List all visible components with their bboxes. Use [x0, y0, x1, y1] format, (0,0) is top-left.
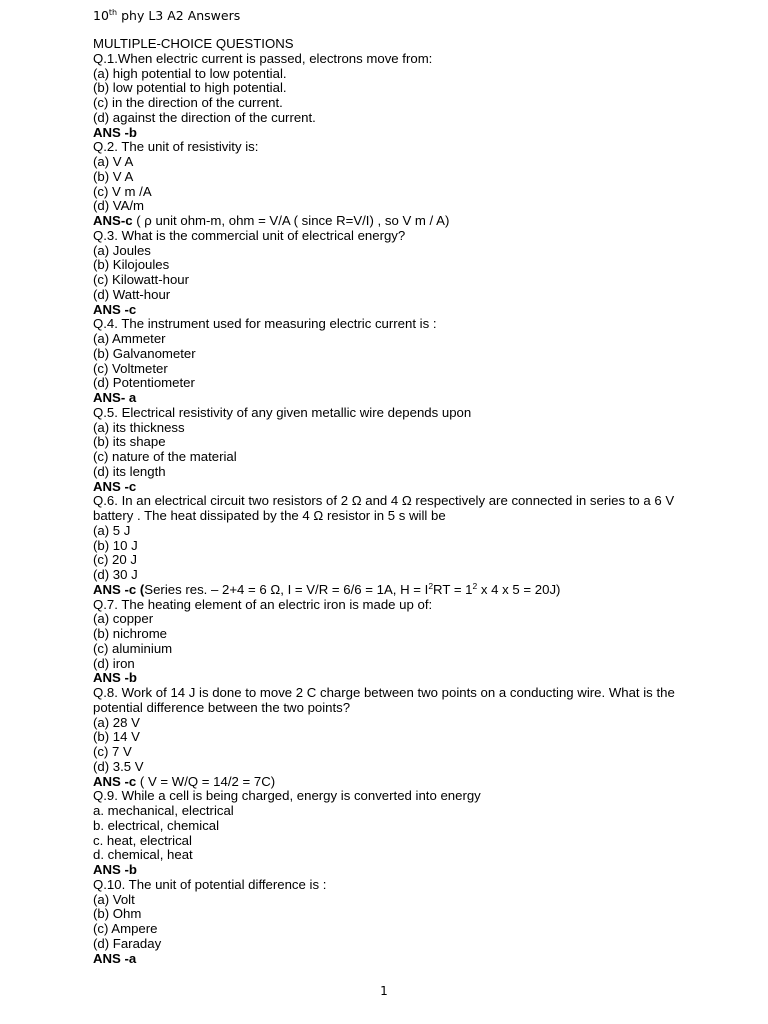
- option-c: (c) Voltmeter: [93, 360, 168, 376]
- page-number: 1: [380, 984, 388, 998]
- question-block: [93, 140, 683, 229]
- question-block: [93, 406, 683, 495]
- answer-line: [93, 214, 683, 229]
- option-a: a. mechanical, electrical: [93, 803, 234, 818]
- answer-note-superscript: 2: [428, 580, 434, 591]
- option-d: (d) Faraday: [93, 935, 162, 951]
- option-d: (d) VA/m: [93, 198, 145, 214]
- answer-note: RT = 1: [433, 581, 473, 597]
- answer-note: ( ρ unit ohm-m, ohm = V/A ( since R=V/I) , so V m / A): [132, 213, 450, 228]
- option-b: (b) Kilojoules: [93, 257, 170, 273]
- answer-line: [93, 671, 683, 686]
- answer-note-superscript: 2: [472, 580, 478, 591]
- option-c: (c) Kilowatt-hour: [93, 272, 190, 287]
- answer-label: ANS-c: [93, 213, 133, 228]
- answer-label: ANS -c: [93, 478, 137, 494]
- option-d: (d) its length: [93, 463, 166, 479]
- option-b: (b) low potential to high potential.: [93, 80, 287, 96]
- question-block: [93, 878, 683, 967]
- question-block: [93, 52, 683, 141]
- option-a: (a) V A: [93, 154, 134, 169]
- question-text: Q.4. The instrument used for measuring electric current is :: [93, 316, 437, 332]
- option-b: (b) 14 V: [93, 729, 140, 745]
- question-text: Q.2. The unit of resistivity is:: [93, 139, 259, 155]
- option-c: (c) V m /A: [93, 183, 152, 199]
- question-block: [93, 598, 683, 687]
- question-text: Q.9. While a cell is being charged, energy is converted into energy: [93, 788, 481, 804]
- option-d: (d) 30 J: [93, 567, 138, 582]
- option-c: c. heat, electrical: [93, 832, 192, 848]
- option-b: (b) its shape: [93, 434, 166, 450]
- question-block: [93, 686, 683, 789]
- option-a: (a) Ammeter: [93, 331, 166, 346]
- option-b: (b) Galvanometer: [93, 345, 196, 361]
- option-c: (c) 7 V: [93, 744, 132, 759]
- option-b: (b) V A: [93, 168, 134, 184]
- question-text: Q.7. The heating element of an electric iron is made up of:: [93, 596, 433, 612]
- question-text: Q.10. The unit of potential difference is :: [93, 876, 327, 892]
- section-title: MULTIPLE-CHOICE QUESTIONS: [93, 36, 294, 51]
- answer-label: ANS -c: [93, 773, 137, 789]
- option-c: (c) nature of the material: [93, 449, 237, 464]
- answer-label: ANS -b: [93, 670, 137, 686]
- question-text: Q.6. In an electrical circuit two resistors of 2 Ω and 4 Ω respectively are connected in series to a 6 V battery . The heat dissipated by the 4 Ω resistor in 5 s will be: [93, 493, 675, 523]
- question-block: [93, 789, 683, 878]
- option-a: (a) 5 J: [93, 522, 131, 538]
- option-a: (a) Volt: [93, 891, 135, 907]
- option-b: (b) Ohm: [93, 906, 142, 922]
- option-d: (d) Watt-hour: [93, 286, 171, 302]
- question-text: Q.5. Electrical resistivity of any given metallic wire depends upon: [93, 404, 472, 420]
- option-c: (c) 20 J: [93, 552, 137, 568]
- answer-line: [93, 863, 683, 878]
- answer-note: ( V = W/Q = 14/2 = 7C): [136, 773, 276, 789]
- option-c: (c) aluminium: [93, 640, 173, 656]
- question-text: Q.3. What is the commercial unit of electrical energy?: [93, 227, 406, 243]
- option-b: (b) 10 J: [93, 537, 138, 553]
- option-a: (a) its thickness: [93, 419, 185, 435]
- answer-line: [93, 580, 683, 598]
- answer-label: ANS- a: [93, 390, 137, 405]
- answer-line: [93, 952, 683, 967]
- answer-label: ANS -b: [93, 862, 137, 877]
- option-d: (d) 3.5 V: [93, 758, 144, 774]
- option-a: (a) high potential to low potential.: [93, 65, 287, 81]
- option-d: d. chemical, heat: [93, 847, 193, 863]
- option-a: (a) copper: [93, 611, 154, 627]
- answer-label: ANS -a: [93, 950, 137, 966]
- document-body: [93, 37, 683, 966]
- answer-line: [93, 391, 683, 406]
- option-d: (d) against the direction of the current.: [93, 109, 316, 125]
- answer-note: x 4 x 5 = 20J): [477, 581, 561, 597]
- option-d: (d) Potentiometer: [93, 375, 195, 391]
- option-c: (c) in the direction of the current.: [93, 95, 283, 110]
- document-header: [93, 8, 240, 24]
- option-a: (a) 28 V: [93, 714, 140, 730]
- answer-label: ANS -c: [93, 301, 137, 317]
- question-text: Q.1.When electric current is passed, electrons move from:: [93, 50, 433, 66]
- header-grade: 10: [93, 8, 109, 23]
- question-text: Q.8. Work of 14 J is done to move 2 C charge between two points on a conducting wire. What is the potential difference between the two points?: [93, 685, 675, 715]
- answer-line: [93, 303, 683, 318]
- answer-line: [93, 775, 683, 790]
- option-a: (a) Joules: [93, 242, 151, 258]
- answer-line: [93, 480, 683, 495]
- answer-note-open: (: [136, 581, 145, 597]
- answer-label: ANS -b: [93, 124, 137, 140]
- option-c: (c) Ampere: [93, 921, 158, 936]
- option-b: (b) nichrome: [93, 626, 168, 641]
- answer-note: Series res. – 2+4 = 6 Ω, I = V/R = 6/6 = 1A, H = I: [144, 581, 429, 597]
- header-grade-superscript: th: [108, 8, 118, 17]
- answer-line: [93, 126, 683, 141]
- answer-label: ANS -c: [93, 581, 137, 597]
- question-block: [93, 317, 683, 406]
- question-block: [93, 494, 683, 597]
- option-d: (d) iron: [93, 655, 135, 671]
- option-b: b. electrical, chemical: [93, 817, 220, 833]
- question-block: [93, 229, 683, 318]
- header-title: phy L3 A2 Answers: [117, 8, 241, 23]
